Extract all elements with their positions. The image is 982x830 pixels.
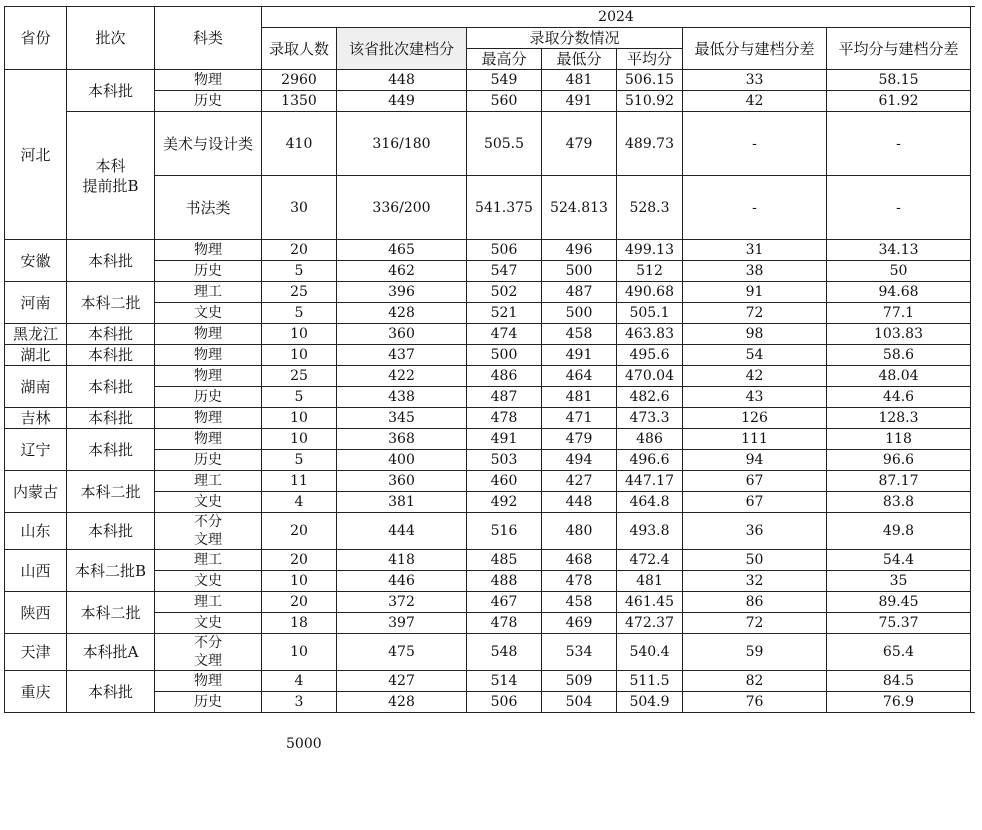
batch-cell: 本科二批 xyxy=(67,592,155,634)
header-cutoff: 该省批次建档分 xyxy=(337,28,467,70)
batch-cell: 本科二批 xyxy=(67,471,155,513)
min-cell: 479 xyxy=(542,429,617,450)
min-diff-cell: - xyxy=(683,112,827,176)
avg-cell: 481 xyxy=(617,571,683,592)
min-cell: 469 xyxy=(542,613,617,634)
max-cell: 506 xyxy=(467,692,542,713)
max-cell: 505.5 xyxy=(467,112,542,176)
batch-cell: 本科批A xyxy=(67,634,155,671)
cutoff-cell: 437 xyxy=(337,345,467,366)
min-cell: 480 xyxy=(542,513,617,550)
cutoff-cell: 360 xyxy=(337,471,467,492)
avg-diff-cell: 128.3 xyxy=(827,408,971,429)
max-cell: 492 xyxy=(467,492,542,513)
cutoff-cell: 345 xyxy=(337,408,467,429)
min-diff-cell: 111 xyxy=(683,429,827,450)
admission-score-table xyxy=(4,6,981,713)
header-admitted: 录取人数 xyxy=(262,28,337,70)
min-diff-cell: - xyxy=(683,176,827,240)
avg-diff-cell: 58.6 xyxy=(827,345,971,366)
cutoff-cell: 448 xyxy=(337,70,467,91)
avg-diff-cell: 58.15 xyxy=(827,70,971,91)
batch-cell: 本科批 xyxy=(67,240,155,282)
avg-diff-cell: 35 xyxy=(827,571,971,592)
province-cell: 重庆 xyxy=(5,671,67,713)
min-diff-cell: 42 xyxy=(683,91,827,112)
avg-diff-cell: 118 xyxy=(827,429,971,450)
avg-cell: 493.8 xyxy=(617,513,683,550)
avg-cell: 495.6 xyxy=(617,345,683,366)
avg-diff-cell: 103.83 xyxy=(827,324,971,345)
subject-cell: 物理 xyxy=(155,324,262,345)
admitted-cell: 18 xyxy=(262,613,337,634)
min-cell: 491 xyxy=(542,345,617,366)
min-diff-cell: 67 xyxy=(683,492,827,513)
min-cell: 487 xyxy=(542,282,617,303)
avg-diff-cell: 75.37 xyxy=(827,613,971,634)
admitted-cell: 5 xyxy=(262,303,337,324)
min-cell: 481 xyxy=(542,387,617,408)
min-diff-cell: 54 xyxy=(683,345,827,366)
avg-diff-cell: 76.9 xyxy=(827,692,971,713)
avg-cell: 504.9 xyxy=(617,692,683,713)
header-subject: 科类 xyxy=(155,7,262,70)
avg-diff-cell: 94.68 xyxy=(827,282,971,303)
min-diff-cell: 43 xyxy=(683,387,827,408)
province-cell: 陕西 xyxy=(5,592,67,634)
max-cell: 487 xyxy=(467,387,542,408)
header-avg-diff: 平均分与建档分差 xyxy=(827,28,971,70)
subject-cell: 理工 xyxy=(155,550,262,571)
max-cell: 549 xyxy=(467,70,542,91)
min-cell: 427 xyxy=(542,471,617,492)
province-cell: 河南 xyxy=(5,282,67,324)
avg-cell: 461.45 xyxy=(617,592,683,613)
min-cell: 524.813 xyxy=(542,176,617,240)
admitted-cell: 410 xyxy=(262,112,337,176)
max-cell: 500 xyxy=(467,345,542,366)
avg-cell: 512 xyxy=(617,261,683,282)
max-cell: 541.375 xyxy=(467,176,542,240)
subject-cell: 物理 xyxy=(155,366,262,387)
min-diff-cell: 33 xyxy=(683,70,827,91)
subject-cell: 物理 xyxy=(155,408,262,429)
subject-cell: 文史 xyxy=(155,492,262,513)
min-diff-cell: 86 xyxy=(683,592,827,613)
province-cell: 山西 xyxy=(5,550,67,592)
cutoff-cell: 360 xyxy=(337,324,467,345)
cutoff-cell: 462 xyxy=(337,261,467,282)
cutoff-cell: 397 xyxy=(337,613,467,634)
max-cell: 474 xyxy=(467,324,542,345)
cutoff-cell: 465 xyxy=(337,240,467,261)
header-max: 最高分 xyxy=(467,49,542,70)
min-cell: 504 xyxy=(542,692,617,713)
subject-cell: 文史 xyxy=(155,571,262,592)
min-cell: 458 xyxy=(542,592,617,613)
min-diff-cell: 42 xyxy=(683,366,827,387)
avg-cell: 540.4 xyxy=(617,634,683,671)
subject-cell: 历史 xyxy=(155,387,262,408)
admitted-cell: 5 xyxy=(262,261,337,282)
province-cell: 黑龙江 xyxy=(5,324,67,345)
avg-diff-cell: 44.6 xyxy=(827,387,971,408)
max-cell: 548 xyxy=(467,634,542,671)
min-diff-cell: 67 xyxy=(683,471,827,492)
subject-cell: 美术与设计类 xyxy=(155,112,262,176)
avg-cell: 463.83 xyxy=(617,324,683,345)
cutoff-cell: 475 xyxy=(337,634,467,671)
header-score-group: 录取分数情况 xyxy=(467,28,683,49)
header-batch: 批次 xyxy=(67,7,155,70)
min-cell: 448 xyxy=(542,492,617,513)
batch-cell: 本科批 xyxy=(67,324,155,345)
subject-cell: 理工 xyxy=(155,592,262,613)
cutoff-cell: 446 xyxy=(337,571,467,592)
admitted-cell: 20 xyxy=(262,550,337,571)
subject-cell: 文史 xyxy=(155,613,262,634)
min-diff-cell: 94 xyxy=(683,450,827,471)
max-cell: 503 xyxy=(467,450,542,471)
min-cell: 534 xyxy=(542,634,617,671)
max-cell: 502 xyxy=(467,282,542,303)
province-cell: 河北 xyxy=(5,70,67,240)
subject-cell: 不分 文理 xyxy=(155,634,262,671)
max-cell: 460 xyxy=(467,471,542,492)
avg-diff-cell: 89.45 xyxy=(827,592,971,613)
subject-cell: 历史 xyxy=(155,450,262,471)
admitted-cell: 11 xyxy=(262,471,337,492)
batch-cell: 本科批 xyxy=(67,345,155,366)
min-cell: 500 xyxy=(542,261,617,282)
subject-cell: 物理 xyxy=(155,429,262,450)
min-diff-cell: 50 xyxy=(683,550,827,571)
admitted-cell: 30 xyxy=(262,176,337,240)
max-cell: 514 xyxy=(467,671,542,692)
batch-cell: 本科批 xyxy=(67,408,155,429)
subject-cell: 理工 xyxy=(155,282,262,303)
subject-cell: 文史 xyxy=(155,303,262,324)
batch-cell: 本科批 xyxy=(67,429,155,471)
avg-diff-cell: 96.6 xyxy=(827,450,971,471)
avg-diff-cell: 34.13 xyxy=(827,240,971,261)
min-cell: 471 xyxy=(542,408,617,429)
cutoff-cell: 444 xyxy=(337,513,467,550)
avg-diff-cell: 65.4 xyxy=(827,634,971,671)
avg-cell: 489.73 xyxy=(617,112,683,176)
avg-diff-cell: 84.5 xyxy=(827,671,971,692)
province-cell: 吉林 xyxy=(5,408,67,429)
admitted-cell: 10 xyxy=(262,324,337,345)
max-cell: 521 xyxy=(467,303,542,324)
avg-diff-cell: 83.8 xyxy=(827,492,971,513)
admitted-cell: 20 xyxy=(262,240,337,261)
admitted-cell: 10 xyxy=(262,408,337,429)
avg-diff-cell: 50 xyxy=(827,261,971,282)
avg-cell: 482.6 xyxy=(617,387,683,408)
admitted-cell: 10 xyxy=(262,429,337,450)
batch-cell: 本科批 xyxy=(67,70,155,112)
avg-cell: 470.04 xyxy=(617,366,683,387)
header-province: 省份 xyxy=(5,7,67,70)
avg-cell: 510.92 xyxy=(617,91,683,112)
max-cell: 478 xyxy=(467,613,542,634)
min-cell: 479 xyxy=(542,112,617,176)
admitted-cell: 25 xyxy=(262,282,337,303)
cutoff-cell: 438 xyxy=(337,387,467,408)
admitted-total: 5000 xyxy=(286,736,322,752)
cutoff-cell: 396 xyxy=(337,282,467,303)
min-diff-cell: 72 xyxy=(683,613,827,634)
admitted-cell: 20 xyxy=(262,592,337,613)
avg-cell: 528.3 xyxy=(617,176,683,240)
admitted-cell: 2960 xyxy=(262,70,337,91)
admitted-cell: 4 xyxy=(262,492,337,513)
admitted-cell: 10 xyxy=(262,345,337,366)
batch-cell: 本科批 xyxy=(67,366,155,408)
avg-diff-cell: 77.1 xyxy=(827,303,971,324)
province-cell: 天津 xyxy=(5,634,67,671)
subject-cell: 历史 xyxy=(155,261,262,282)
header-min: 最低分 xyxy=(542,49,617,70)
avg-diff-cell: 61.92 xyxy=(827,91,971,112)
province-cell: 内蒙古 xyxy=(5,471,67,513)
max-cell: 506 xyxy=(467,240,542,261)
max-cell: 560 xyxy=(467,91,542,112)
min-cell: 458 xyxy=(542,324,617,345)
min-diff-cell: 82 xyxy=(683,671,827,692)
batch-cell: 本科二批 xyxy=(67,282,155,324)
avg-cell: 506.15 xyxy=(617,70,683,91)
province-cell: 安徽 xyxy=(5,240,67,282)
max-cell: 491 xyxy=(467,429,542,450)
admitted-cell: 3 xyxy=(262,692,337,713)
header-min-diff: 最低分与建档分差 xyxy=(683,28,827,70)
avg-cell: 496.6 xyxy=(617,450,683,471)
max-cell: 516 xyxy=(467,513,542,550)
province-cell: 湖北 xyxy=(5,345,67,366)
min-diff-cell: 126 xyxy=(683,408,827,429)
max-cell: 547 xyxy=(467,261,542,282)
subject-cell: 书法类 xyxy=(155,176,262,240)
min-diff-cell: 98 xyxy=(683,324,827,345)
avg-cell: 464.8 xyxy=(617,492,683,513)
max-cell: 486 xyxy=(467,366,542,387)
min-cell: 500 xyxy=(542,303,617,324)
subject-cell: 历史 xyxy=(155,692,262,713)
province-cell: 辽宁 xyxy=(5,429,67,471)
avg-diff-cell: 49.8 xyxy=(827,513,971,550)
admitted-cell: 10 xyxy=(262,571,337,592)
max-cell: 478 xyxy=(467,408,542,429)
cutoff-cell: 336/200 xyxy=(337,176,467,240)
avg-diff-cell: - xyxy=(827,176,971,240)
avg-diff-cell: - xyxy=(827,112,971,176)
avg-cell: 473.3 xyxy=(617,408,683,429)
cutoff-cell: 316/180 xyxy=(337,112,467,176)
edge-mask xyxy=(975,0,982,830)
subject-cell: 物理 xyxy=(155,240,262,261)
min-diff-cell: 91 xyxy=(683,282,827,303)
subject-cell: 不分 文理 xyxy=(155,513,262,550)
cutoff-cell: 428 xyxy=(337,303,467,324)
avg-cell: 472.37 xyxy=(617,613,683,634)
min-diff-cell: 72 xyxy=(683,303,827,324)
cutoff-cell: 449 xyxy=(337,91,467,112)
header-year: 2024 xyxy=(262,7,971,28)
admitted-cell: 20 xyxy=(262,513,337,550)
batch-cell: 本科批 xyxy=(67,513,155,550)
subject-cell: 物理 xyxy=(155,671,262,692)
header-avg: 平均分 xyxy=(617,49,683,70)
subject-cell: 物理 xyxy=(155,70,262,91)
avg-cell: 511.5 xyxy=(617,671,683,692)
admitted-cell: 5 xyxy=(262,387,337,408)
min-cell: 464 xyxy=(542,366,617,387)
max-cell: 488 xyxy=(467,571,542,592)
min-diff-cell: 32 xyxy=(683,571,827,592)
admitted-cell: 1350 xyxy=(262,91,337,112)
min-diff-cell: 31 xyxy=(683,240,827,261)
avg-cell: 505.1 xyxy=(617,303,683,324)
avg-cell: 447.17 xyxy=(617,471,683,492)
admitted-cell: 10 xyxy=(262,634,337,671)
min-cell: 494 xyxy=(542,450,617,471)
cutoff-cell: 381 xyxy=(337,492,467,513)
admitted-cell: 25 xyxy=(262,366,337,387)
batch-cell: 本科批 xyxy=(67,671,155,713)
cutoff-cell: 400 xyxy=(337,450,467,471)
cutoff-cell: 422 xyxy=(337,366,467,387)
avg-cell: 472.4 xyxy=(617,550,683,571)
min-diff-cell: 59 xyxy=(683,634,827,671)
batch-cell: 本科 提前批B xyxy=(67,112,155,240)
min-cell: 496 xyxy=(542,240,617,261)
min-cell: 509 xyxy=(542,671,617,692)
avg-cell: 499.13 xyxy=(617,240,683,261)
admitted-cell: 5 xyxy=(262,450,337,471)
min-diff-cell: 38 xyxy=(683,261,827,282)
subject-cell: 历史 xyxy=(155,91,262,112)
avg-diff-cell: 48.04 xyxy=(827,366,971,387)
min-cell: 481 xyxy=(542,70,617,91)
batch-cell: 本科二批B xyxy=(67,550,155,592)
min-cell: 491 xyxy=(542,91,617,112)
avg-diff-cell: 54.4 xyxy=(827,550,971,571)
min-diff-cell: 76 xyxy=(683,692,827,713)
avg-cell: 490.68 xyxy=(617,282,683,303)
min-cell: 478 xyxy=(542,571,617,592)
max-cell: 467 xyxy=(467,592,542,613)
max-cell: 485 xyxy=(467,550,542,571)
cutoff-cell: 428 xyxy=(337,692,467,713)
province-cell: 山东 xyxy=(5,513,67,550)
avg-diff-cell: 87.17 xyxy=(827,471,971,492)
cutoff-cell: 418 xyxy=(337,550,467,571)
cutoff-cell: 368 xyxy=(337,429,467,450)
avg-cell: 486 xyxy=(617,429,683,450)
province-cell: 湖南 xyxy=(5,366,67,408)
admitted-cell: 4 xyxy=(262,671,337,692)
subject-cell: 物理 xyxy=(155,345,262,366)
min-diff-cell: 36 xyxy=(683,513,827,550)
subject-cell: 理工 xyxy=(155,471,262,492)
cutoff-cell: 372 xyxy=(337,592,467,613)
min-cell: 468 xyxy=(542,550,617,571)
cutoff-cell: 427 xyxy=(337,671,467,692)
